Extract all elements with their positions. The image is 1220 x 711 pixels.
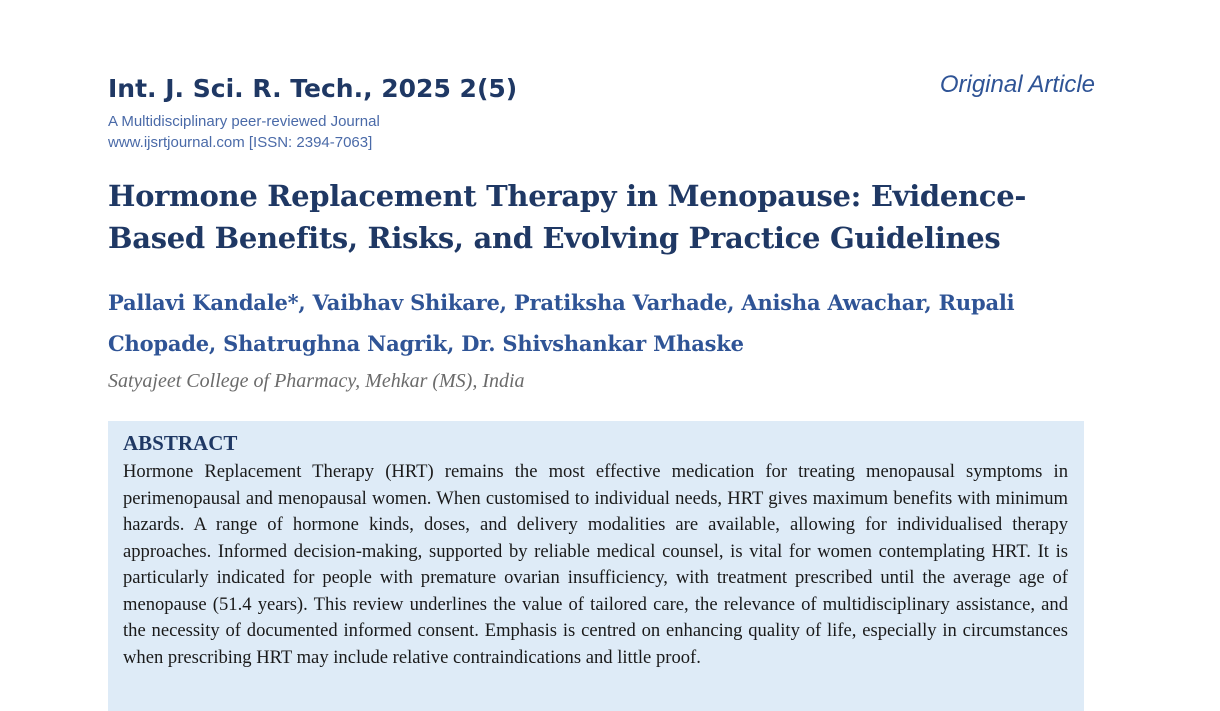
author-list: Pallavi Kandale*, Vaibhav Shikare, Pratiksha Varhade, Anisha Awachar, Rupali Chopade, Shatrughna Nagrik, Dr. Shivshankar Mhaske — [108, 290, 1015, 356]
article-type-label: Original Article — [939, 71, 1095, 98]
journal-name: Int. J. Sci. R. Tech., 2025 2(5) — [108, 74, 518, 103]
paper-title: Hormone Replacement Therapy in Menopause: Evidence-Based Benefits, Risks, and Evolving Practice Guidelines — [108, 179, 1027, 255]
abstract-heading: ABSTRACT — [123, 431, 238, 455]
abstract-body: Hormone Replacement Therapy (HRT) remains the most effective medication for treating menopausal symptoms in perimenopausal and menopausal women. When customised to individual needs, HRT gives maximum benefits with minimum hazards. A range of hormone kinds, doses, and delivery modalities are available, allowing for individualised therapy approaches. Informed decision-making, supported by reliable medical counsel, is vital for women contemplating HRT. It is particularly indicated for people with premature ovarian insufficiency, with treatment prescribed until the average age of menopause (51.4 years). This review underlines the value of tailored care, the relevance of multidisciplinary assistance, and the necessity of documented informed consent. Emphasis is centred on enhancing quality of life, especially in circumstances when prescribing HRT may include relative contraindications and little proof. — [123, 461, 1068, 668]
author-affiliation: Satyajeet College of Pharmacy, Mehkar (MS), India — [108, 370, 525, 392]
journal-url-issn[interactable]: www.ijsrtjournal.com [ISSN: 2394-7063] — [108, 134, 373, 151]
journal-subtitle: A Multidisciplinary peer-reviewed Journal — [108, 113, 380, 130]
abstract-section — [108, 421, 1084, 711]
